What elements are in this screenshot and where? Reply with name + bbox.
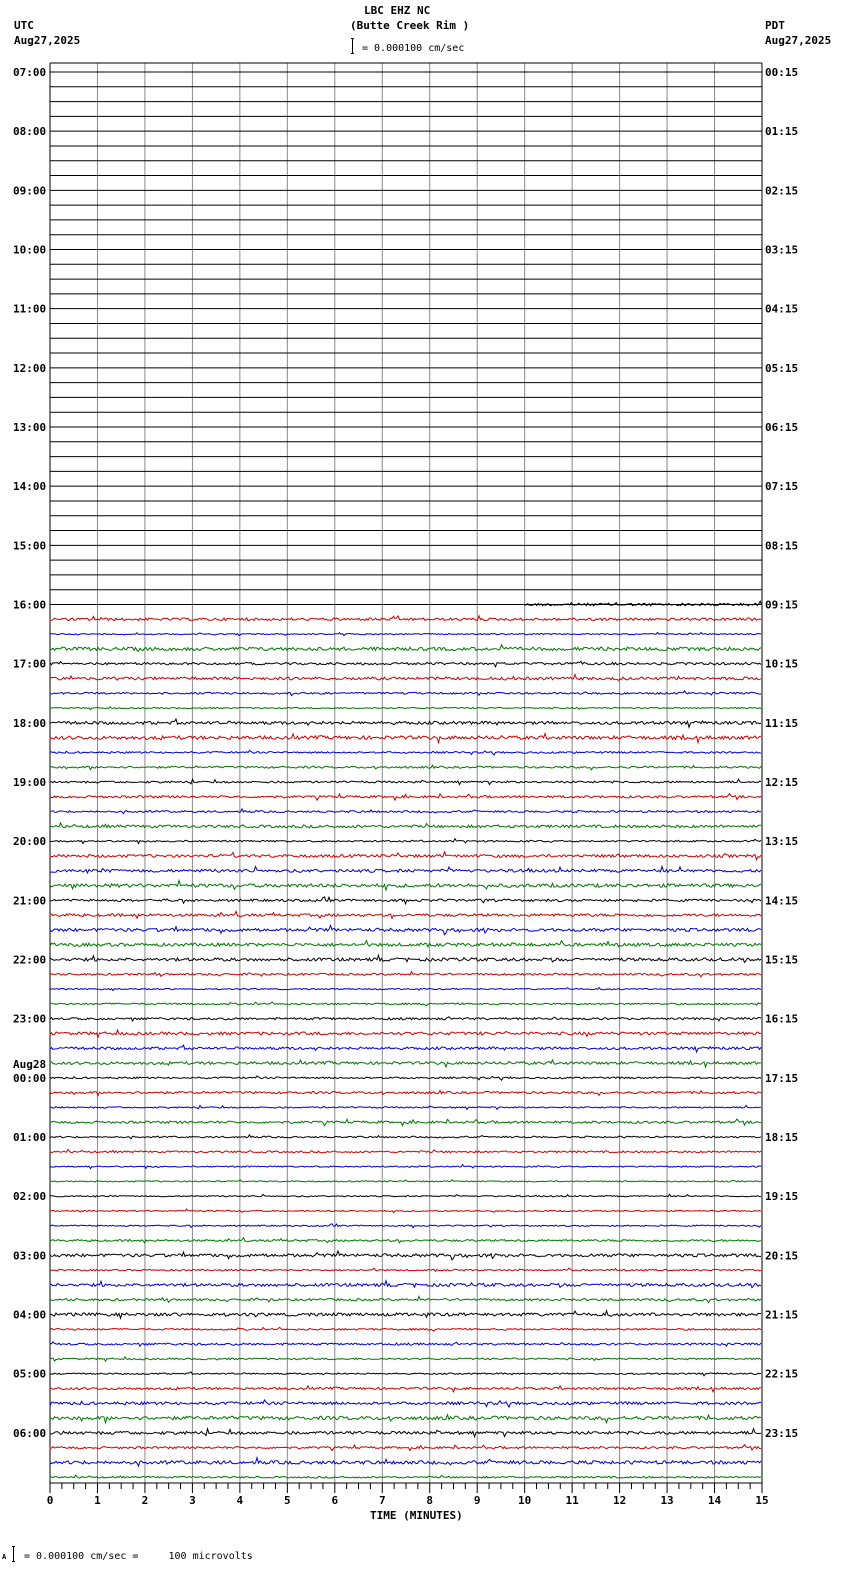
station-title: LBC EHZ NC (364, 4, 431, 17)
pdt-hour-label: 00:15 (765, 66, 799, 79)
seismic-trace (50, 1400, 761, 1407)
utc-hour-label: 15:00 (13, 539, 47, 553)
utc-hour-label: 00:00 (13, 1071, 47, 1085)
station-subtitle: (Butte Creek Rim ) (350, 19, 470, 32)
pdt-hour-label: 22:15 (765, 1367, 799, 1381)
seismic-trace (50, 734, 761, 743)
seismic-trace (50, 1342, 761, 1347)
utc-hour-label: 05:00 (13, 1367, 47, 1381)
pdt-hour-label: 18:15 (765, 1131, 799, 1144)
seismic-trace (50, 911, 761, 918)
x-tick-label: 9 (473, 1494, 481, 1507)
seismic-trace (50, 1076, 761, 1080)
seismic-trace (50, 645, 761, 652)
seismic-trace (50, 839, 761, 844)
x-tick-label: 8 (426, 1494, 434, 1507)
pdt-hour-label: 03:15 (765, 243, 799, 257)
pdt-hour-label: 13:15 (765, 835, 799, 849)
footer-prefix: A (2, 1553, 7, 1561)
pdt-hour-label: 06:15 (765, 421, 799, 434)
pdt-hour-label: 15:15 (765, 953, 799, 967)
utc-hour-label: 12:00 (13, 361, 47, 375)
x-tick-label: 0 (46, 1494, 54, 1507)
seismic-trace (50, 675, 761, 681)
seismic-trace (50, 719, 761, 727)
seismic-trace (50, 809, 761, 814)
date-change-label: Aug28 (13, 1057, 47, 1071)
utc-hour-label: 06:00 (13, 1426, 47, 1440)
left-date: Aug27,2025 (14, 34, 81, 47)
seismic-trace (50, 1386, 761, 1392)
seismic-trace (50, 707, 761, 710)
pdt-hour-label: 09:15 (765, 598, 799, 612)
seismic-trace (50, 1429, 761, 1437)
utc-hour-label: 16:00 (13, 598, 47, 612)
seismic-trace (50, 1415, 761, 1423)
seismic-trace (50, 1091, 761, 1096)
pdt-hour-label: 19:15 (765, 1190, 799, 1204)
pdt-hour-label: 07:15 (765, 480, 799, 494)
pdt-hour-label: 17:15 (765, 1071, 799, 1085)
seismic-trace (50, 1357, 761, 1361)
pdt-hour-label: 23:15 (765, 1426, 799, 1440)
seismic-trace (50, 661, 761, 667)
utc-hour-label: 11:00 (13, 302, 47, 316)
seismic-trace (50, 1119, 761, 1126)
x-tick-label: 10 (518, 1494, 532, 1507)
seismic-trace (525, 601, 762, 606)
seismic-trace (50, 1224, 761, 1228)
pdt-hour-label: 10:15 (765, 657, 799, 671)
pdt-hour-label: 04:15 (765, 302, 799, 316)
seismic-trace (50, 794, 761, 801)
x-tick-label: 6 (331, 1494, 339, 1507)
seismic-trace (50, 1458, 761, 1466)
utc-hour-label: 01:00 (13, 1131, 47, 1144)
seismic-trace (50, 897, 761, 904)
x-tick-label: 1 (94, 1494, 101, 1507)
seismic-trace (50, 779, 761, 784)
x-tick-label: 13 (660, 1494, 674, 1507)
seismic-trace (50, 616, 761, 621)
utc-hour-label: 02:00 (13, 1190, 47, 1204)
utc-hour-label: 13:00 (13, 421, 47, 434)
seismic-trace (50, 1311, 761, 1319)
utc-hour-label: 14:00 (13, 480, 47, 494)
seismic-trace (50, 852, 761, 860)
utc-hour-label: 23:00 (13, 1012, 47, 1026)
seismic-trace (50, 1150, 761, 1153)
seismic-trace (50, 972, 761, 977)
x-tick-label: 4 (236, 1494, 244, 1507)
utc-hour-label: 10:00 (13, 243, 47, 257)
seismic-trace (50, 1445, 761, 1451)
pdt-hour-label: 05:15 (765, 361, 799, 375)
pdt-hour-label: 21:15 (765, 1308, 799, 1322)
seismic-trace (50, 1281, 761, 1288)
pdt-hour-label: 12:15 (765, 776, 799, 789)
seismic-trace (50, 1180, 761, 1182)
footer-scale-text: = 0.000100 cm/sec = 100 microvolts (24, 1551, 253, 1562)
scale-label: = 0.000100 cm/sec (362, 43, 465, 54)
x-tick-label: 3 (189, 1494, 196, 1507)
pdt-hour-label: 11:15 (765, 716, 799, 730)
x-tick-label: 15 (755, 1494, 769, 1507)
pdt-hour-label: 01:15 (765, 125, 799, 139)
x-tick-label: 7 (378, 1494, 386, 1507)
seismic-trace (50, 1475, 761, 1478)
utc-hour-label: 07:00 (13, 66, 47, 79)
seismic-trace (50, 1194, 761, 1197)
seismic-trace (50, 632, 761, 635)
pdt-hour-label: 16:15 (765, 1012, 799, 1026)
right-date: Aug27,2025 (765, 34, 832, 47)
utc-hour-label: 04:00 (13, 1308, 47, 1322)
seismic-trace (50, 765, 761, 770)
utc-hour-label: 17:00 (13, 657, 47, 671)
pdt-hour-label: 02:15 (765, 184, 799, 198)
seismic-trace (50, 1060, 761, 1067)
seismic-trace (50, 881, 761, 891)
seismic-trace (50, 1296, 761, 1302)
seismic-trace (50, 988, 761, 991)
seismic-trace (50, 823, 761, 828)
seismic-trace (50, 1209, 761, 1213)
utc-hour-label: 03:00 (13, 1249, 47, 1263)
x-tick-label: 11 (565, 1494, 579, 1507)
x-tick-label: 2 (141, 1494, 149, 1507)
utc-hour-label: 21:00 (13, 894, 47, 908)
seismic-trace (50, 691, 761, 696)
seismic-trace (50, 1251, 761, 1260)
pdt-hour-label: 08:15 (765, 539, 799, 553)
x-tick-label: 5 (284, 1494, 291, 1507)
pdt-hour-label: 14:15 (765, 894, 799, 908)
right-timezone: PDT (765, 19, 785, 32)
seismic-trace (50, 1030, 761, 1037)
seismic-trace (50, 1268, 761, 1271)
traces (50, 601, 762, 1478)
pdt-hour-label: 20:15 (765, 1249, 799, 1263)
x-axis (47, 1483, 769, 1507)
utc-hour-label: 20:00 (13, 835, 47, 849)
seismic-trace (50, 1017, 761, 1021)
seismic-trace (50, 1002, 761, 1006)
seismic-trace (50, 926, 761, 935)
seismic-trace (50, 1165, 761, 1169)
x-tick-label: 14 (707, 1494, 722, 1507)
utc-hour-label: 08:00 (13, 125, 47, 139)
seismic-trace (50, 867, 761, 874)
utc-hour-label: 22:00 (13, 953, 47, 967)
utc-hour-label: 18:00 (13, 716, 47, 730)
utc-hour-label: 09:00 (13, 184, 47, 198)
seismic-trace (50, 1105, 761, 1109)
seismic-trace (50, 750, 761, 755)
seismic-trace (50, 1372, 761, 1376)
seismic-trace (50, 1045, 761, 1052)
seismic-trace (50, 941, 761, 947)
seismic-trace (50, 955, 761, 962)
utc-hour-label: 19:00 (13, 776, 47, 789)
x-axis-label: TIME (MINUTES) (370, 1509, 463, 1522)
x-tick-label: 12 (612, 1494, 627, 1507)
footer-scale-icon (12, 1546, 15, 1562)
seismic-trace (50, 1327, 761, 1331)
left-timezone: UTC (14, 19, 34, 32)
seismic-trace (50, 1135, 761, 1139)
seismic-trace (50, 1238, 761, 1243)
